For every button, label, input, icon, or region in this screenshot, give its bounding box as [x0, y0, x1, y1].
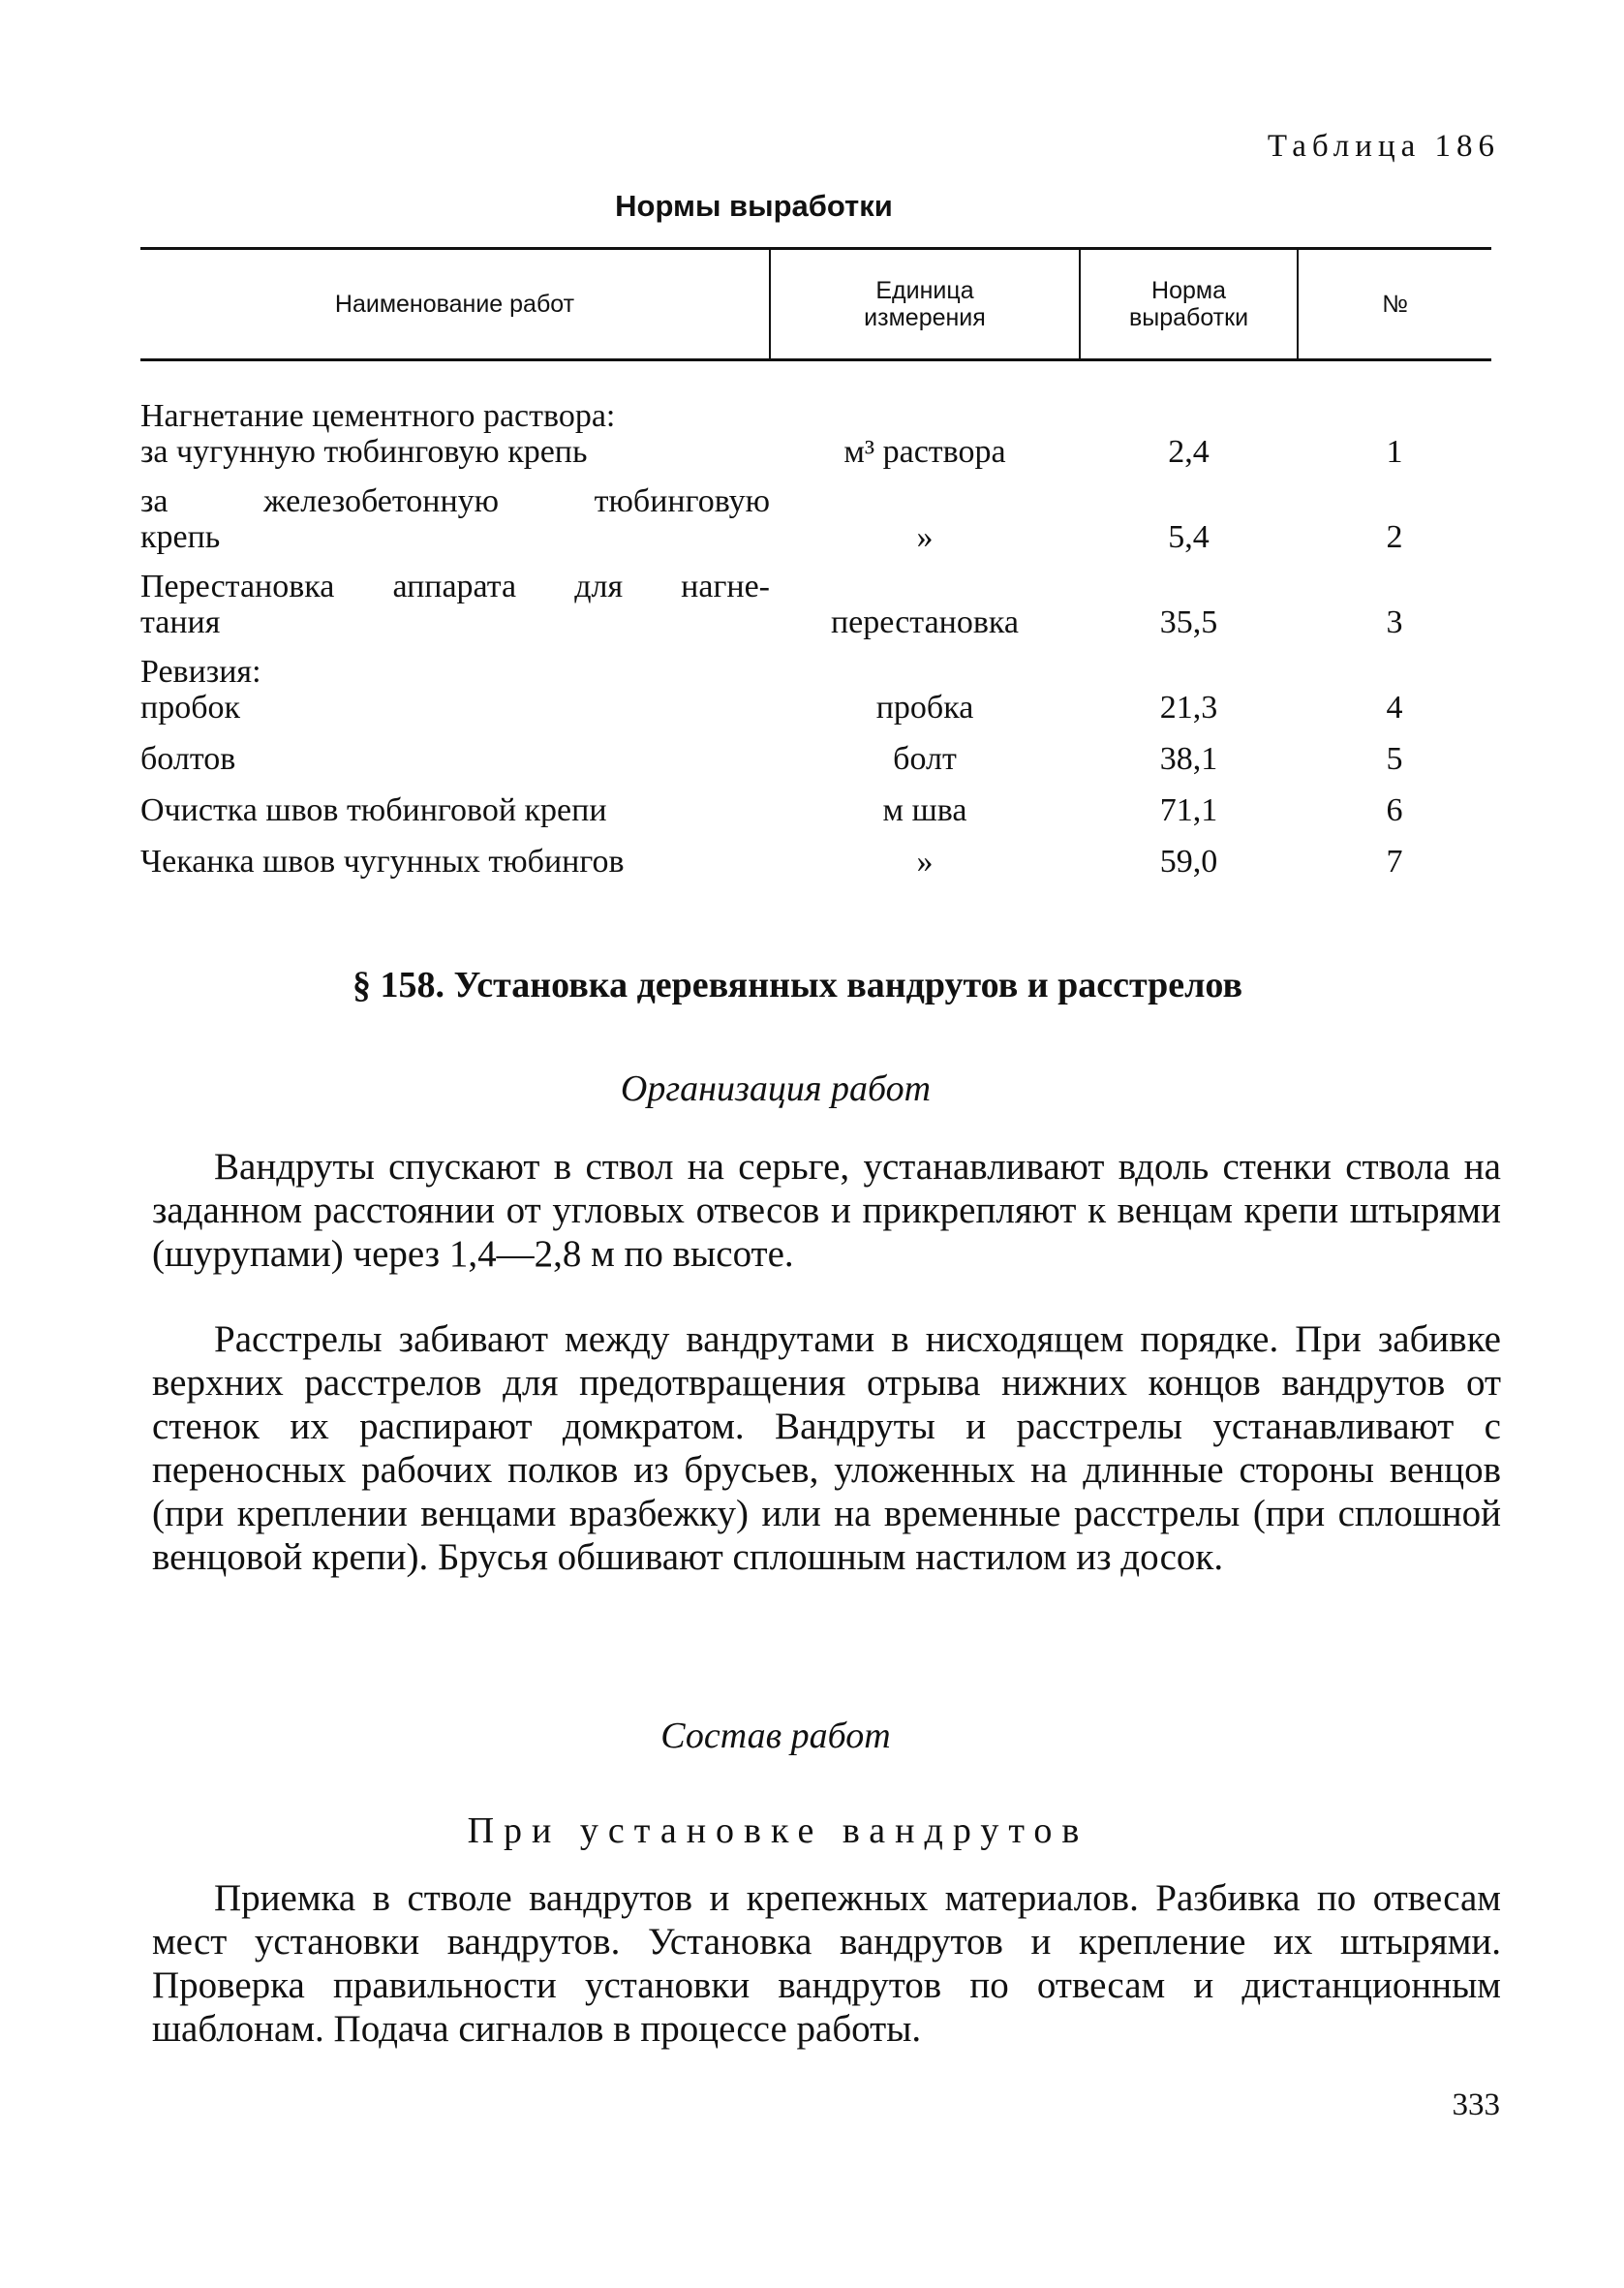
cell-norm: 5,4 — [1168, 519, 1210, 555]
page-number: 333 — [1452, 2087, 1500, 2122]
cell-name: Чеканка швов чугунных тюбингов — [140, 844, 625, 880]
cell-name: Очистка швов тюбинговой крепи — [140, 792, 607, 828]
table-row — [140, 777, 1491, 828]
cell-unit: пробка — [875, 690, 974, 726]
cell-name: Перестановка аппарата для нагне- — [140, 569, 770, 604]
table-row — [140, 828, 1491, 880]
table-title: Нормы выработки — [615, 189, 893, 223]
paragraph-3: Приемка в стволе вандрутов и крепежных материалов. Разбивка по отвесам мест установки вандрутов. Установка вандрутов и крепление их штырями. Проверка правильности установки вандрутов по отвесам и дистанционным шаблонам. Подача сигналов в процессе работы. — [152, 1877, 1501, 2050]
cell-number: 4 — [1386, 690, 1403, 726]
cell-name: Нагнетание цементного раствора: — [140, 398, 616, 434]
cell-norm: 35,5 — [1159, 604, 1218, 640]
header-name: Наименование работ — [140, 249, 770, 360]
cell-unit: болт — [893, 741, 957, 777]
paragraph-1: Вандруты спускают в ствол на серьге, устанавливают вдоль стенки ствола на заданном расстоянии от угловых отвесов и прикрепляют к венцам крепи штырями (шурупами) через 1,4—2,8 м по высоте. — [152, 1146, 1501, 1275]
table-row — [140, 434, 1491, 470]
cell-unit: м³ раствора — [843, 434, 1006, 470]
cell-norm: 21,3 — [1159, 690, 1218, 726]
cell-name: тания — [140, 604, 221, 640]
header-number: № — [1298, 249, 1491, 360]
table-row — [140, 519, 1491, 555]
table-row — [140, 470, 1491, 519]
table-header-row — [140, 249, 1491, 360]
table-row — [140, 640, 1491, 690]
header-unit: Единица измерения — [770, 249, 1080, 360]
cell-unit: » — [916, 519, 934, 555]
cell-name: болтов — [140, 741, 236, 777]
cell-number: 1 — [1386, 434, 1403, 470]
cell-norm: 59,0 — [1159, 844, 1218, 880]
cell-number: 6 — [1386, 792, 1403, 828]
cell-unit: перестановка — [830, 604, 1020, 640]
table-label: Таблица 186 — [1267, 129, 1500, 164]
cell-name: Ревизия: — [140, 654, 261, 690]
cell-unit: » — [916, 844, 934, 880]
subheading-installation: При установке вандрутов — [467, 1810, 1089, 1851]
table-row — [140, 726, 1491, 777]
table-row — [140, 690, 1491, 726]
table-row — [140, 604, 1491, 640]
cell-norm: 2,4 — [1168, 434, 1210, 470]
cell-number: 7 — [1386, 844, 1403, 880]
header-norm: Норма выработки — [1080, 249, 1298, 360]
cell-name: пробок — [140, 690, 241, 726]
cell-unit: м шва — [882, 792, 967, 828]
cell-name: за железобетонную тюбинговую — [140, 483, 770, 519]
cell-norm: 71,1 — [1159, 792, 1218, 828]
cell-norm: 38,1 — [1159, 741, 1218, 777]
subheading-composition: Состав работ — [660, 1716, 891, 1756]
cell-number: 2 — [1386, 519, 1403, 555]
subheading-organization: Организация работ — [620, 1068, 932, 1109]
table-row — [140, 555, 1491, 604]
cell-name: за чугунную тюбинговую крепь — [140, 434, 588, 470]
cell-number: 5 — [1386, 741, 1403, 777]
table-row — [140, 360, 1491, 435]
cell-name: крепь — [140, 519, 221, 555]
paragraph-2: Расстрелы забивают между вандрутами в нисходящем порядке. При забивке верхних расстрелов для предотвращения отрыва нижних концов вандрутов от стенок их распирают домкратом. Вандруты и расстрелы устанавливают с переносных рабочих полков из брусьев, уложенных на длинные стороны венцов (при креплении венцами вразбежку) или на временные расстрелы (при сплошной венцовой крепи). Брусья обшивают сплошным настилом из досок. — [152, 1318, 1501, 1578]
norms-table — [140, 247, 1491, 880]
section-heading: § 158. Установка деревянных вандрутов и расстрелов — [352, 965, 1242, 1005]
cell-number: 3 — [1386, 604, 1403, 640]
